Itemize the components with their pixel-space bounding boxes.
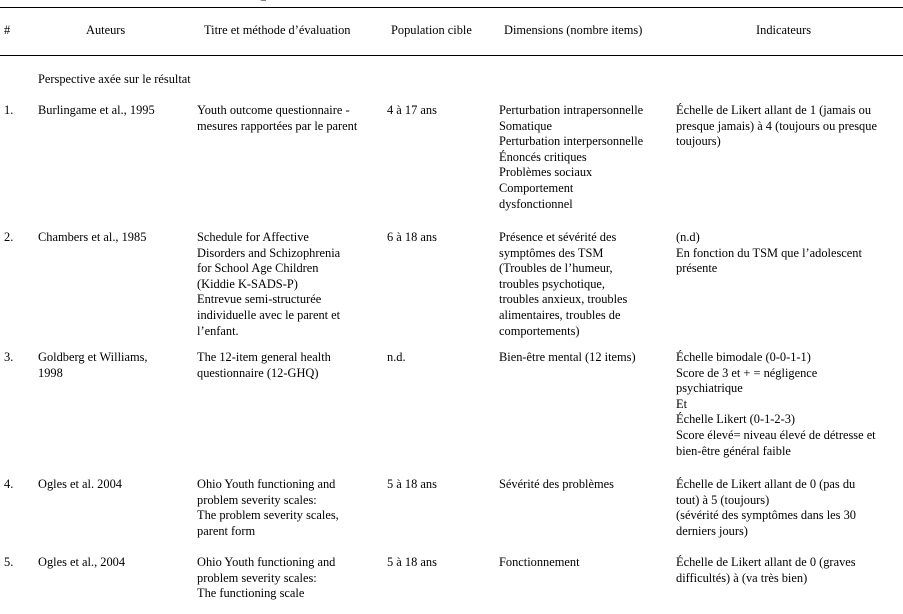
header-population: Population cible xyxy=(391,23,472,37)
row-indicateurs-line: Échelle de Likert allant de 1 (jamais ou xyxy=(676,103,872,117)
row-indicateurs-line: derniers jours) xyxy=(676,523,748,538)
row-num-line: 2. xyxy=(4,230,14,244)
row-dimensions-line: Perturbation interpersonnelle xyxy=(499,134,644,149)
row-titre-line: parent form xyxy=(197,523,256,538)
header-indicateurs: Indicateurs xyxy=(756,23,812,37)
row-indicateurs-line: difficultés) à (va très bien) xyxy=(676,570,808,585)
row-titre-line: l’enfant. xyxy=(197,323,239,338)
row-indicateurs-line: tout) à 5 (toujours) xyxy=(676,492,770,507)
row-titre-line: (Kiddie K-SADS-P) xyxy=(197,276,298,291)
row-indicateurs-line: (sévérité des symptômes dans les 30 xyxy=(676,508,856,523)
row-num-line: 5. xyxy=(4,555,14,569)
row-indicateurs-line: (n.d) xyxy=(676,230,700,244)
row-dimensions-line: Somatique xyxy=(499,118,552,133)
row-titre xyxy=(197,555,335,602)
row-auteurs xyxy=(38,230,146,246)
row-titre-line: Ohio Youth functioning and xyxy=(197,477,336,491)
row-indicateurs-line: presque jamais) à 4 (toujours ou presque xyxy=(676,118,877,133)
row-indicateurs-line: Score de 3 et + = négligence xyxy=(676,365,818,380)
header-num: # xyxy=(4,23,11,37)
row-titre xyxy=(197,477,339,539)
row-population-line: 5 à 18 ans xyxy=(387,555,437,569)
row-population xyxy=(387,477,437,493)
row-num-line: 4. xyxy=(4,477,14,491)
row-dimensions-line: alimentaires, troubles de xyxy=(499,307,621,322)
row-indicateurs-line: Échelle de Likert allant de 0 (pas du xyxy=(676,477,856,491)
row-titre-line: questionnaire (12-GHQ) xyxy=(197,365,319,380)
header-titre: Titre et méthode d’évaluation xyxy=(204,23,351,37)
row-indicateurs-line: toujours) xyxy=(676,134,721,149)
row-dimensions-line: Sévérité des problèmes xyxy=(499,477,614,491)
row-num xyxy=(4,477,13,493)
row-titre-line: Youth outcome questionnaire - xyxy=(197,103,350,117)
row-dimensions xyxy=(499,477,614,493)
table-top-rule xyxy=(0,7,903,8)
row-indicateurs-line: Échelle bimodale (0-0-1-1) xyxy=(676,350,811,364)
header-dimensions: Dimensions (nombre items) xyxy=(504,23,643,37)
row-population-line: n.d. xyxy=(387,350,406,364)
row-auteurs-line: Ogles et al. 2004 xyxy=(38,477,122,491)
row-indicateurs xyxy=(676,477,856,539)
row-titre xyxy=(197,103,357,134)
row-titre-line: Entrevue semi-structurée xyxy=(197,292,322,307)
row-dimensions-line: Présence et sévérité des xyxy=(499,230,617,244)
row-indicateurs-line: Échelle Likert (0-1-2-3) xyxy=(676,412,796,427)
row-dimensions-line: comportements) xyxy=(499,323,580,338)
header-rule xyxy=(0,55,903,56)
row-indicateurs-line: Échelle de Likert allant de 0 (graves xyxy=(676,555,856,569)
row-num xyxy=(4,555,13,571)
row-dimensions-line: troubles anxieux, troubles xyxy=(499,292,628,307)
row-titre-line: problem severity scales: xyxy=(197,492,317,507)
row-population xyxy=(387,350,406,366)
row-population xyxy=(387,230,437,246)
row-indicateurs xyxy=(676,555,856,586)
row-titre-line: individuelle avec le parent et xyxy=(197,307,341,322)
row-auteurs xyxy=(38,103,155,119)
row-dimensions xyxy=(499,230,627,339)
row-titre-line: The problem severity scales, xyxy=(197,508,339,523)
row-dimensions xyxy=(499,350,636,366)
row-titre-line: for School Age Children xyxy=(197,261,319,276)
row-dimensions-line: Bien-être mental (12 items) xyxy=(499,350,636,364)
row-titre-line: Disorders and Schizophrenia xyxy=(197,245,341,260)
row-indicateurs-line: présente xyxy=(676,261,718,276)
row-num xyxy=(4,350,13,366)
row-auteurs-line: Goldberg et Williams, xyxy=(38,350,148,364)
section-label: Perspective axée sur le résultat xyxy=(38,72,191,86)
row-indicateurs-line: En fonction du TSM que l’adolescent xyxy=(676,245,862,260)
row-titre-line: problem severity scales: xyxy=(197,570,317,585)
row-indicateurs-line: psychiatrique xyxy=(676,381,743,396)
row-auteurs xyxy=(38,555,125,571)
row-dimensions-line: Perturbation intrapersonnelle xyxy=(499,103,644,117)
row-titre-line: The 12-item general health xyxy=(197,350,331,364)
row-auteurs-line: Chambers et al., 1985 xyxy=(38,230,147,244)
row-titre xyxy=(197,350,331,381)
row-indicateurs xyxy=(676,103,877,150)
row-population-line: 4 à 17 ans xyxy=(387,103,437,117)
row-auteurs-line: 1998 xyxy=(38,365,63,380)
row-dimensions-line: Énoncés critiques xyxy=(499,149,587,164)
row-titre-line: mesures rapportées par le parent xyxy=(197,118,358,133)
row-num xyxy=(4,230,13,246)
row-auteurs xyxy=(38,477,122,493)
row-population xyxy=(387,555,437,571)
row-auteurs xyxy=(38,350,148,381)
row-titre-line: The functioning scale xyxy=(197,586,305,601)
row-indicateurs-line: bien-être général faible xyxy=(676,443,791,458)
row-dimensions xyxy=(499,103,643,212)
row-titre xyxy=(197,230,340,339)
row-num xyxy=(4,103,13,119)
row-dimensions-line: symptômes des TSM xyxy=(499,245,604,260)
row-population-line: 5 à 18 ans xyxy=(387,477,437,491)
row-num-line: 1. xyxy=(4,103,14,117)
row-indicateurs xyxy=(676,230,862,277)
row-titre-line: Ohio Youth functioning and xyxy=(197,555,336,569)
row-dimensions-line: Problèmes sociaux xyxy=(499,165,593,180)
row-indicateurs-line: Score élevé= niveau élevé de détresse et xyxy=(676,427,876,442)
row-auteurs-line: Burlingame et al., 1995 xyxy=(38,103,155,117)
row-indicateurs-line: Et xyxy=(676,396,688,411)
row-num-line: 3. xyxy=(4,350,14,364)
row-titre-line: Schedule for Affective xyxy=(197,230,309,244)
row-dimensions-line: troubles psychotique, xyxy=(499,276,605,291)
row-dimensions-line: Fonctionnement xyxy=(499,555,580,569)
header-auteurs: Auteurs xyxy=(86,23,126,37)
row-dimensions-line: dysfonctionnel xyxy=(499,196,573,211)
row-dimensions-line: Comportement xyxy=(499,180,574,195)
row-dimensions xyxy=(499,555,580,571)
row-dimensions-line: (Troubles de l’humeur, xyxy=(499,261,613,276)
row-population xyxy=(387,103,437,119)
row-indicateurs xyxy=(676,350,876,459)
cropped-glyph-fragment xyxy=(258,0,268,4)
row-auteurs-line: Ogles et al., 2004 xyxy=(38,555,126,569)
row-population-line: 6 à 18 ans xyxy=(387,230,437,244)
